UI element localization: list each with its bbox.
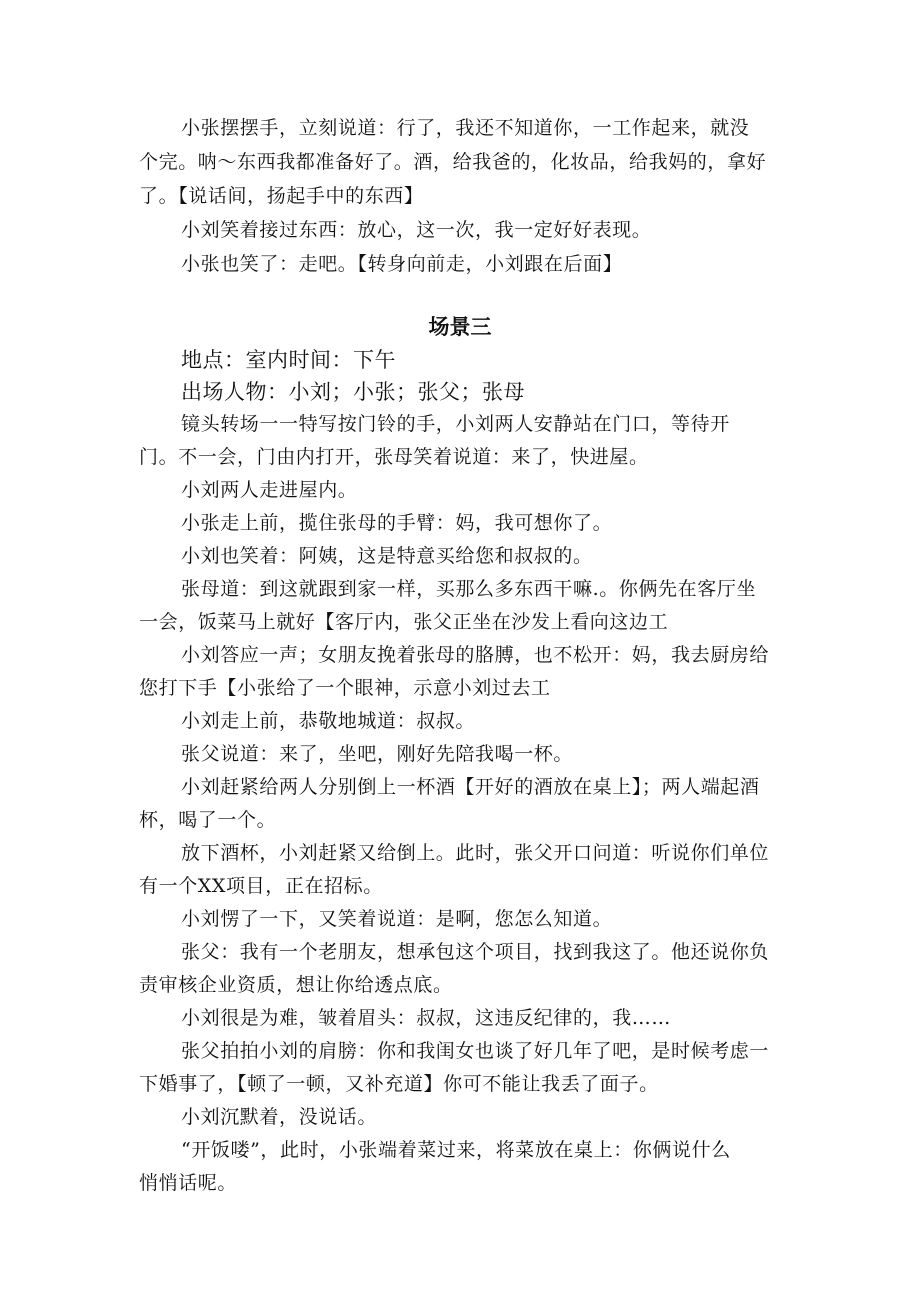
paragraph-line: 小刘很是为难，皱着眉头：叔叔，这违反纪律的，我…… [181, 1007, 672, 1029]
paragraph-line: 放下酒杯，小刘赶紧又给倒上。此时，张父开口问道：听说你们单位 [181, 842, 770, 864]
paragraph-line: 门。不一会，门由内打开，张母笑着说道：来了，快进屋。 [139, 446, 649, 468]
paragraph-line: 一会，饭菜马上就好【客厅内，张父正坐在沙发上看向这边工 [139, 611, 669, 633]
scene2-p2: 小刘笑着接过东西：放心，这一次，我一定好好表现。 [181, 219, 652, 241]
scene-title: 场景三 [428, 315, 492, 339]
paragraph-line: 小张走上前，揽住张母的手臂：妈，我可想你了。 [181, 512, 613, 534]
paragraph-line: 杯，喝了一个。 [139, 809, 277, 831]
paragraph-line: 悄悄话呢。 [139, 1172, 238, 1194]
paragraph-line: 责审核企业资质，想让你给透点底。 [139, 974, 453, 996]
paragraph-line: 有一个XX项目，正在招标。 [139, 875, 383, 897]
paragraph-line: 下婚事了，【顿了一顿，又补充道】你可不能让我丢了面子。 [139, 1073, 659, 1095]
paragraph-line: 小刘赶紧给两人分别倒上一杯酒【开好的酒放在桌上】；两人端起酒 [181, 776, 760, 798]
paragraph-line: 小刘沉默着，没说话。 [181, 1106, 378, 1128]
scene2-p1-line3: 了。【说话间，扬起手中的东西】 [139, 185, 424, 207]
paragraph-line: 小刘两人走进屋内。 [181, 479, 358, 501]
scene2-p3: 小张也笑了：走吧。【转身向前走，小刘跟在后面】 [181, 253, 623, 275]
paragraph-line: 张父：我有一个老朋友，想承包这个项目，找到我这了。他还说你负 [181, 941, 770, 963]
paragraph-line: 小刘走上前，恭敬地城道：叔叔。 [181, 710, 476, 732]
scene-characters: 出场人物：小刘；小张；张父；张母 [181, 380, 525, 404]
scene2-p1-line2: 个完。呐～东西我都准备好了。酒，给我爸的，化妆品，给我妈的，拿好 [139, 151, 767, 173]
paragraph-line: “开饭喽”，此时，小张端着菜过来，将菜放在桌上：你俩说什么 [181, 1139, 731, 1161]
paragraph-line: 小刘也笑着：阿姨，这是特意买给您和叔叔的。 [181, 545, 593, 567]
paragraph-line: 镜头转场一一特写按门铃的手，小刘两人安静站在门口，等待开 [181, 413, 730, 435]
scene2-p1-line1: 小张摆摆手，立刻说道：行了，我还不知道你，一工作起来，就没 [181, 117, 750, 139]
paragraph-line: 张母道：到这就跟到家一样，买那么多东西干嘛.。你俩先在客厅坐 [181, 578, 757, 600]
paragraph-line: 张父说道：来了，坐吧，刚好先陪我喝一杯。 [181, 743, 574, 765]
paragraph-line: 小刘答应一声；女朋友挽着张母的胳膊，也不松开：妈，我去厨房给 [181, 644, 770, 666]
scene-location: 地点：室内时间：下午 [181, 348, 396, 372]
paragraph-line: 张父拍拍小刘的肩膀：你和我闺女也谈了好几年了吧，是时候考虑一 [181, 1040, 770, 1062]
paragraph-line: 小刘愣了一下，又笑着说道：是啊，您怎么知道。 [181, 908, 613, 930]
paragraph-line: 您打下手【小张给了一个眼神，示意小刘过去工 [139, 677, 551, 699]
